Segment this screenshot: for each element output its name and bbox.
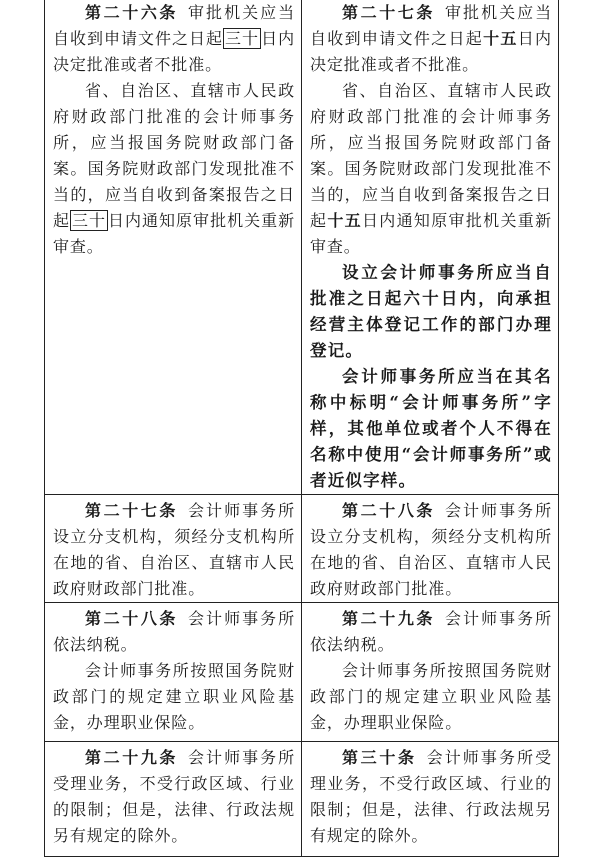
article-paragraph: 省、自治区、直辖市人民政府财政部门批准的会计师事务所，应当报国务院财政部门备案。国务院财政部门发现批准不当的，应当自收到备案报告之日起十五日内通知原审批机关重新审查。	[310, 81, 553, 256]
comparison-table	[44, 0, 559, 857]
amended-days-box: 三十	[225, 29, 260, 48]
old-text-cell	[45, 603, 302, 742]
new-text-cell	[302, 742, 559, 857]
article-paragraph: 第二十七条 审批机关应当自收到申请文件之日起十五日内决定批准或者不批准。	[310, 3, 552, 74]
table-row	[45, 603, 559, 742]
table-row	[45, 495, 559, 603]
article-number: 第二十九条	[85, 748, 179, 767]
table-row	[45, 742, 559, 857]
article-number: 第二十七条	[342, 3, 436, 22]
article-number: 第二十九条	[342, 609, 436, 628]
added-paragraph: 设立会计师事务所应当自批准之日起六十日内，向承担经营主体登记工作的部门办理登记。	[310, 263, 552, 360]
new-text-cell	[302, 0, 559, 495]
article-paragraph: 第二十六条 审批机关应当自收到申请文件之日起 三十 日内决定批准或者不批准。	[53, 3, 295, 74]
article-number: 第二十八条	[85, 609, 179, 628]
article-paragraph: 第二十九条 会计师事务所受理业务，不受行政区域、行业的限制；但是，法律、行政法规另有规定的除外。	[53, 748, 295, 845]
article-paragraph: 第二十八条 会计师事务所设立分支机构，须经分支机构所在地的省、自治区、直辖市人民政府财政部门批准。	[310, 501, 552, 598]
article-paragraph: 第二十八条 会计师事务所依法纳税。	[53, 609, 295, 654]
article-paragraph: 第二十九条 会计师事务所依法纳税。	[310, 609, 552, 654]
amended-days: 十五	[327, 211, 362, 230]
article-paragraph: 会计师事务所按照国务院财政部门的规定建立职业风险基金，办理职业保险。	[310, 661, 552, 732]
article-paragraph: 第二十七条 会计师事务所设立分支机构，须经分支机构所在地的省、自治区、直辖市人民政府财政部门批准。	[53, 501, 295, 598]
old-text-cell	[45, 0, 302, 495]
article-number: 第二十七条	[85, 501, 179, 520]
amended-days: 十五	[483, 29, 518, 48]
article-number: 第二十八条	[342, 501, 436, 520]
table-row	[45, 0, 559, 495]
article-paragraph: 省、自治区、直辖市人民政府财政部门批准的会计师事务所，应当报国务院财政部门备案。国务院财政部门发现批准不当的，应当自收到备案报告之日起 三十 日内通知原审批机关重新审查。	[53, 81, 295, 256]
article-paragraph: 会计师事务所按照国务院财政部门的规定建立职业风险基金，办理职业保险。	[53, 661, 295, 732]
old-text-cell	[45, 495, 302, 603]
added-paragraph: 会计师事务所应当在其名称中标明“会计师事务所”字样，其他单位或者个人不得在名称中使用“会计师事务所”或者近似字样。	[310, 367, 552, 490]
new-text-cell	[302, 495, 559, 603]
amended-days-box: 三十	[72, 211, 107, 230]
article-number: 第二十六条	[85, 3, 179, 22]
article-number: 第三十条	[342, 748, 417, 767]
article-paragraph: 第三十条 会计师事务所受理业务，不受行政区域、行业的限制；但是，法律、行政法规另有规定的除外。	[310, 748, 552, 845]
old-text-cell	[45, 742, 302, 857]
new-text-cell	[302, 603, 559, 742]
